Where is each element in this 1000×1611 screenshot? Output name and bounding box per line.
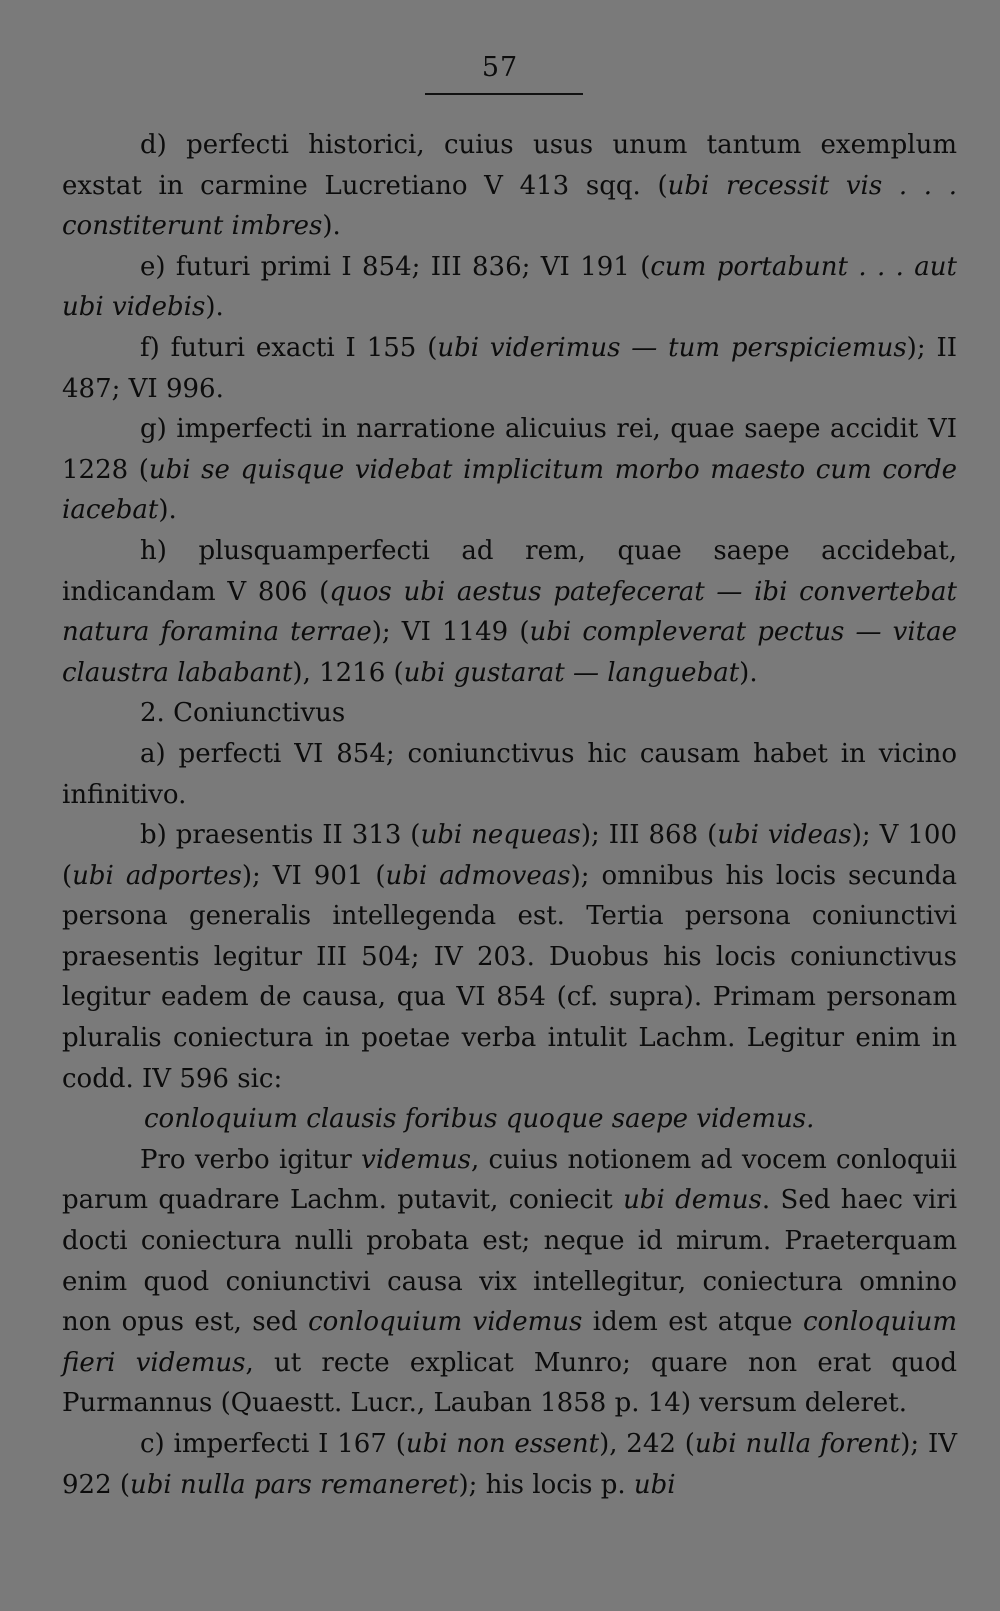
text: d) perfecti historici, cuius usus unum tantum exemplum exstat in carmine Lucretiano V 413 sqq. ( (62, 130, 957, 201)
latin-quote: ubi admoveas (385, 860, 571, 891)
text: ); VI 1149 ( (371, 617, 530, 648)
text: c) imperfecti I 167 ( (140, 1429, 406, 1459)
text: idem est atque (582, 1307, 803, 1338)
page-number: 57 (481, 52, 519, 83)
text: ); II 487; VI 996. (62, 332, 957, 404)
paragraph-pro (62, 1140, 957, 1424)
text: ); V 100 ( (62, 820, 957, 891)
paragraph-g (62, 409, 957, 531)
paragraph-a (62, 734, 957, 815)
text: g) imperfecti in narratione alicuius rei, quae saepe accidit VI 1228 ( (62, 414, 957, 485)
paragraph-e (62, 247, 957, 328)
latin-quote: ubi nulla pars remaneret (130, 1469, 459, 1500)
text: ). (205, 292, 224, 323)
paragraph-d (62, 125, 957, 247)
text: ); his locis p. (458, 1469, 634, 1500)
section-heading: 2. Coniunctivus (140, 698, 346, 729)
latin-quote: ubi nequeas (420, 820, 581, 851)
verse-quote (62, 1099, 957, 1140)
latin-quote: ubi demus (623, 1185, 762, 1216)
text: ); omnibus his locis secunda persona generalis intellegenda est. Tertia persona coniunctivi praesentis legitur III 504; IV 203. Duobus his locis coniunctivus legitur eadem de causa, qua VI 854 (cf. supra). Primam personam pluralis coniectura in poetae verba intulit Lachm. Legitur enim in codd. IV 596 sic: (62, 860, 957, 1094)
text: Pro verbo igitur (140, 1144, 362, 1175)
latin-quote: conloquium fieri videmus (62, 1307, 958, 1378)
paragraph-f (62, 328, 957, 409)
latin-quote: quos ubi aestus patefecerat — ibi convertebat natura foramina terrae (62, 576, 957, 648)
text: , ut recte explicat Munro; quare non erat quod Purmannus (Quaestt. Lucr., Lauban 1858 p. 14) versum deleret. (62, 1347, 958, 1419)
text: ). (158, 495, 177, 526)
text: ), 1216 ( (292, 657, 404, 688)
latin-quote: ubi compleverat pectus — vitae claustra lababant (62, 617, 957, 688)
text: ); IV 922 ( (62, 1429, 958, 1500)
latin-quote: ubi videas (717, 820, 852, 851)
text: ); VI 901 ( (241, 860, 386, 891)
latin-quote: ubi se quisque videbat implicitum morbo maesto cum corde iacebat (62, 454, 957, 526)
body-text (62, 125, 957, 1505)
latin-quote: ubi non essent (405, 1429, 600, 1459)
text: ). (739, 657, 758, 688)
page-number-rule (425, 93, 583, 95)
latin-quote: ubi viderimus — tum perspiciemus (437, 332, 907, 363)
latin-quote: conloquium videmus (308, 1307, 583, 1338)
latin-quote: ubi (633, 1469, 676, 1500)
latin-quote: ubi gustarat — languebat (403, 657, 740, 688)
latin-quote: ubi nulla forent (694, 1429, 901, 1459)
paragraph-c (62, 1424, 957, 1505)
paragraph-h (62, 531, 957, 693)
text: ); III 868 ( (580, 820, 718, 851)
latin-quote: ubi recessit vis . . . constiterunt imbres (62, 170, 957, 242)
latin-quote: videmus (361, 1144, 471, 1175)
latin-quote: cum portabunt . . . aut ubi videbis (62, 251, 958, 323)
text: . Sed haec viri docti coniectura nulli probata est; neque id mirum. Praeterquam enim quod coniunctivi causa vix intellegitur, coniectura omnino non opus est, sed (62, 1185, 958, 1338)
text: b) praesentis II 313 ( (140, 820, 421, 851)
text: , cuius notionem ad vocem conloquii parum quadrare Lachm. putavit, coniecit (62, 1144, 958, 1216)
latin-verse: conloquium clausis foribus quoque saepe videmus. (144, 1104, 815, 1135)
text: e) futuri primi I 854; III 836; VI 191 ( (140, 251, 651, 282)
latin-quote: ubi adportes (72, 860, 242, 891)
text: ), 242 ( (599, 1429, 695, 1459)
text: ). (322, 211, 341, 242)
paragraph-b (62, 815, 957, 1099)
text: f) futuri exacti I 155 ( (140, 332, 438, 363)
text: h) plusquamperfecti ad rem, quae saepe accidebat, indicandam V 806 ( (62, 535, 957, 607)
text: a) perfecti VI 854; coniunctivus hic causam habet in vicino infinitivo. (62, 738, 957, 810)
